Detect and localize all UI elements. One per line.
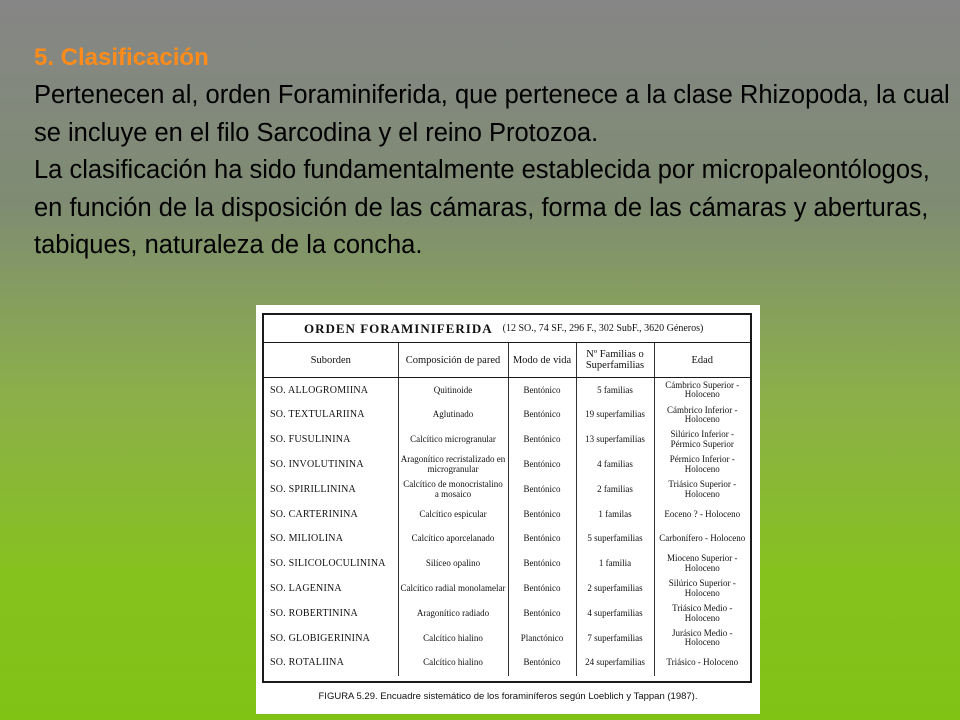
table-row <box>264 477 750 502</box>
table-row <box>264 601 750 626</box>
cell-familias: 13 superfamilias <box>576 428 654 453</box>
cell-edad: Triásico Medio - Holoceno <box>654 601 750 626</box>
cell-suborden: SO. CARTERININA <box>270 508 358 520</box>
cell-familias: 7 superfamilias <box>576 626 654 651</box>
cell-modo-vida: Bentónico <box>508 651 576 676</box>
cell-edad: Triásico - Holoceno <box>654 651 750 676</box>
cell-suborden: SO. LAGENINA <box>270 583 342 595</box>
cell-edad: Cámbrico Inferior - Holoceno <box>654 403 750 428</box>
cell-edad: Carbonífero - Holoceno <box>654 527 750 552</box>
cell-modo-vida: Bentónico <box>508 428 576 453</box>
cell-suborden: SO. ALLOGROMIINA <box>270 384 369 396</box>
cell-familias: 24 superfamilias <box>576 651 654 676</box>
cell-composicion: Aragonítico radiado <box>398 601 508 626</box>
cell-composicion: Aglutinado <box>398 403 508 428</box>
cell-composicion: Calcítico hialino <box>398 626 508 651</box>
table-row <box>264 378 750 403</box>
cell-edad: Cámbrico Superior - Holoceno <box>654 378 750 403</box>
table-subtitle: (12 SO., 74 SF., 296 F., 302 SubF., 3620 Géneros) <box>502 323 704 334</box>
table-title: ORDEN FORAMINIFERIDA <box>304 320 493 336</box>
paragraph-criteria: La clasificación ha sido fundamentalmente establecida por micropaleontólogos, en función de la disposición de las cámaras, forma de las cámaras y aberturas, tabiques, naturaleza de la concha. <box>34 156 930 259</box>
paragraph-classification: Pertenecen al, orden Foraminiferida, que pertenece a la clase Rhizopoda, la cual se incluye en el filo Sarcodina y el reino Protozoa. <box>34 81 950 147</box>
cell-composicion: Aragonítico recristalizado en microgranular <box>398 452 508 477</box>
table-row <box>264 552 750 577</box>
header-suborden: Suborden <box>264 343 398 378</box>
cell-modo-vida: Bentónico <box>508 576 576 601</box>
figure-caption: FIGURA 5.29. Encuadre sistemático de los foraminíferos según Loeblich y Tappan (1987). <box>318 691 698 702</box>
table-frame <box>262 313 752 683</box>
cell-familias: 5 superfamilias <box>576 527 654 552</box>
cell-familias: 2 superfamilias <box>576 576 654 601</box>
table-body <box>264 378 750 676</box>
table-header-row <box>264 343 750 378</box>
cell-edad: Triásico Superior - Holoceno <box>654 477 750 502</box>
cell-composicion: Quitinoide <box>398 378 508 403</box>
cell-suborden: SO. ROTALIINA <box>270 657 345 669</box>
table-title-bar <box>264 315 750 343</box>
cell-familias: 1 familas <box>576 502 654 527</box>
cell-modo-vida: Bentónico <box>508 452 576 477</box>
cell-familias: 4 familias <box>576 452 654 477</box>
slide-text <box>34 40 954 265</box>
header-modo-vida: Modo de vida <box>508 343 576 378</box>
cell-edad: Silúrico Superior - Holoceno <box>654 576 750 601</box>
cell-suborden: SO. INVOLUTININA <box>270 459 364 471</box>
cell-composicion: Silíceo opalino <box>398 552 508 577</box>
cell-familias: 5 familias <box>576 378 654 403</box>
cell-familias: 4 superfamilias <box>576 601 654 626</box>
cell-modo-vida: Bentónico <box>508 378 576 403</box>
table-row <box>264 576 750 601</box>
table-row <box>264 651 750 676</box>
cell-familias: 19 superfamilias <box>576 403 654 428</box>
cell-suborden: SO. FUSULININA <box>270 434 351 446</box>
cell-suborden: SO. SILICOLOCULININA <box>270 558 386 570</box>
cell-modo-vida: Bentónico <box>508 502 576 527</box>
foraminifera-table <box>264 343 750 676</box>
cell-modo-vida: Bentónico <box>508 552 576 577</box>
cell-composicion: Calcítico radial monolamelar <box>398 576 508 601</box>
cell-composicion: Calcítico aporcelanado <box>398 527 508 552</box>
cell-suborden: SO. GLOBIGERININA <box>270 632 371 644</box>
cell-modo-vida: Planctónico <box>508 626 576 651</box>
header-familias: Nº Familias o Superfamilias <box>576 343 654 378</box>
cell-composicion: Calcítico microgranular <box>398 428 508 453</box>
cell-suborden: SO. TEXTULARIINA <box>270 409 365 421</box>
header-composicion: Composición de pared <box>398 343 508 378</box>
table-row <box>264 403 750 428</box>
cell-familias: 1 familia <box>576 552 654 577</box>
slide-heading: 5. Clasificación <box>34 44 209 71</box>
cell-familias: 2 familias <box>576 477 654 502</box>
cell-edad: Eoceno ? - Holoceno <box>654 502 750 527</box>
table-row <box>264 527 750 552</box>
cell-modo-vida: Bentónico <box>508 601 576 626</box>
cell-modo-vida: Bentónico <box>508 477 576 502</box>
cell-composicion: Calcítico hialino <box>398 651 508 676</box>
table-row <box>264 452 750 477</box>
cell-composicion: Calcítico de monocristalino a mosaico <box>398 477 508 502</box>
cell-edad: Mioceno Superior - Holoceno <box>654 552 750 577</box>
cell-edad: Pérmico Inferior - Holoceno <box>654 452 750 477</box>
cell-composicion: Calcítico espicular <box>398 502 508 527</box>
header-edad: Edad <box>654 343 750 378</box>
table-row <box>264 626 750 651</box>
cell-edad: Silúrico Inferior - Pérmico Superior <box>654 428 750 453</box>
cell-edad: Jurásico Medio - Holoceno <box>654 626 750 651</box>
cell-suborden: SO. SPIRILLININA <box>270 483 356 495</box>
classification-figure <box>256 305 760 714</box>
cell-modo-vida: Bentónico <box>508 527 576 552</box>
cell-suborden: SO. ROBERTININA <box>270 607 358 619</box>
cell-suborden: SO. MILIOLINA <box>270 533 344 545</box>
table-row <box>264 428 750 453</box>
table-row <box>264 502 750 527</box>
cell-modo-vida: Bentónico <box>508 403 576 428</box>
